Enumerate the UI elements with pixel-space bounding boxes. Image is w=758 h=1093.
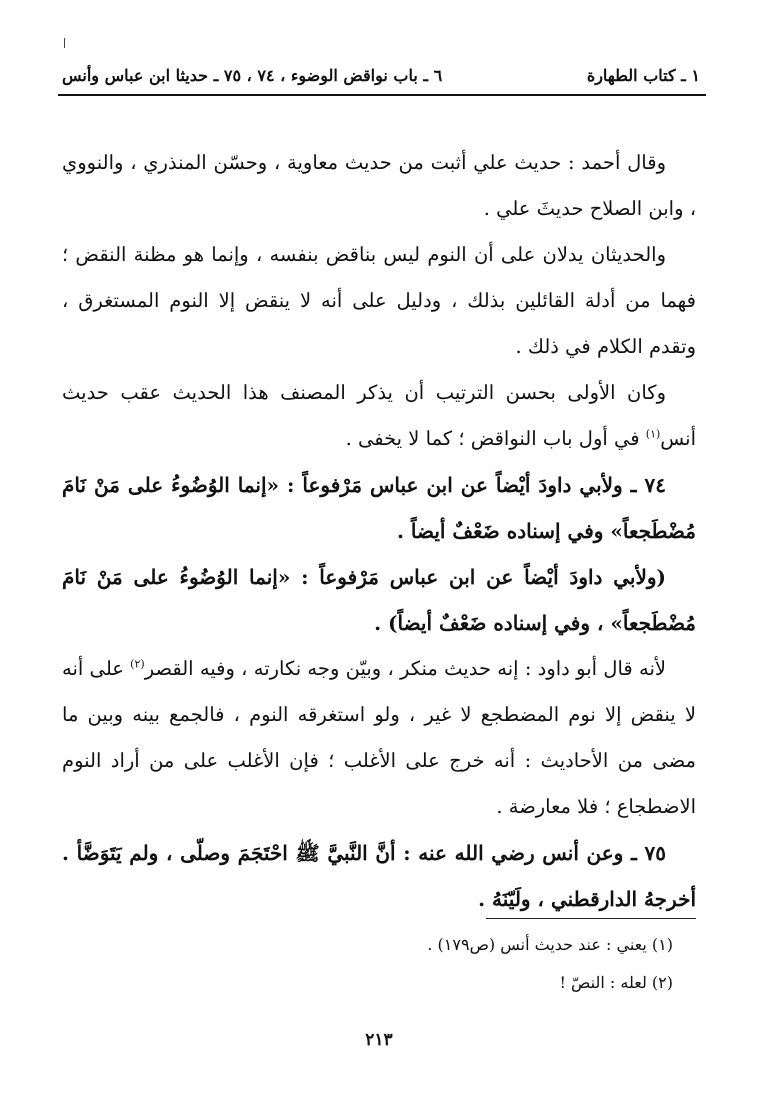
footnote-2: (٢) لعله : النصّ ! xyxy=(559,973,673,992)
margin-mark xyxy=(64,38,65,48)
paragraph-3 xyxy=(62,370,696,462)
paragraph-1: وقال أحمد : حديث علي أثبت من حديث معاوية ، وحسّن المنذري ، والنووي ، وابن الصلاح حديثَ علي . xyxy=(62,151,696,220)
page-number: ٢١٣ xyxy=(365,1030,393,1050)
hadith-75: ٧٥ ـ وعن أنس رضي الله عنه : أنَّ النَّبيَّ ﷺ احْتَجَمَ وصلّى ، ولم يَتَوَضَّأ . أخرجهُ الدارقطني ، ولَيّنَهُ . xyxy=(62,841,696,911)
paragraph-6-tail: على أنه لا ينقض إلا نوم المضطجع لا غير ، ولو استغرقه النوم ، فالجمع بينه وبين ما مضى من الأحاديث : أنه خرج على الأغلب ؛ فإن الأغلب على من أراد النوم الاضطجاع ؛ فلا معارضة . xyxy=(62,657,696,818)
header-rule xyxy=(58,94,706,96)
paragraph-2: والحديثان يدلان على أن النوم ليس بناقض بنفسه ، وإنما هو مظنة النقض ؛ فهما من أدلة القائلين بذلك ، ودليل على أنه لا ينقض إلا النوم المستغرق ، وتقدم الكلام في ذلك . xyxy=(62,243,696,358)
footnote-rule xyxy=(486,918,696,919)
header-section: ٦ ـ باب نواقض الوضوء ، ٧٤ ، ٧٥ ـ حديثا ابن عباس وأنس xyxy=(62,65,443,85)
paragraph-3-tail: في أول باب النواقض ؛ كما لا يخفى . xyxy=(345,427,646,450)
hadith-74-repeat: (ولأبي داودَ أيْضاً عن ابن عباس مَرْفوعاً : «إنما الوُضُوءُ على مَنْ نَامَ مُضْطَجعاً» ، وفي إسناده ضَعْفٌ أيضاً) . xyxy=(62,565,696,635)
footnotes xyxy=(62,926,673,1002)
footnote-ref-1[interactable]: (١) xyxy=(645,427,661,441)
hadith-74: ٧٤ ـ ولأبي داودَ أيْضاً عن ابن عباس مَرْفوعاً : «إنما الوُضُوءُ على مَنْ نَامَ مُضْطَجعاً» وفي إسناده ضَعْفٌ أيضاً . xyxy=(62,473,696,543)
paragraph-6-text: لأنه قال أبو داود : إنه حديث منكر ، وبيّن وجه نكارته ، وفيه القصر xyxy=(144,657,666,680)
main-text xyxy=(62,140,696,922)
footnote-1: (١) يعني : عند حديث أنس (ص١٧٩) . xyxy=(427,935,673,954)
header-chapter: ١ ـ كتاب الطهارة xyxy=(586,65,700,85)
footnote-ref-2[interactable]: (٢) xyxy=(130,657,145,671)
running-header xyxy=(62,60,700,90)
paragraph-3-text: وكان الأولى بحسن الترتيب أن يذكر المصنف هذا الحديث عقب حديث أنس xyxy=(62,381,696,450)
paragraph-6 xyxy=(62,646,696,830)
